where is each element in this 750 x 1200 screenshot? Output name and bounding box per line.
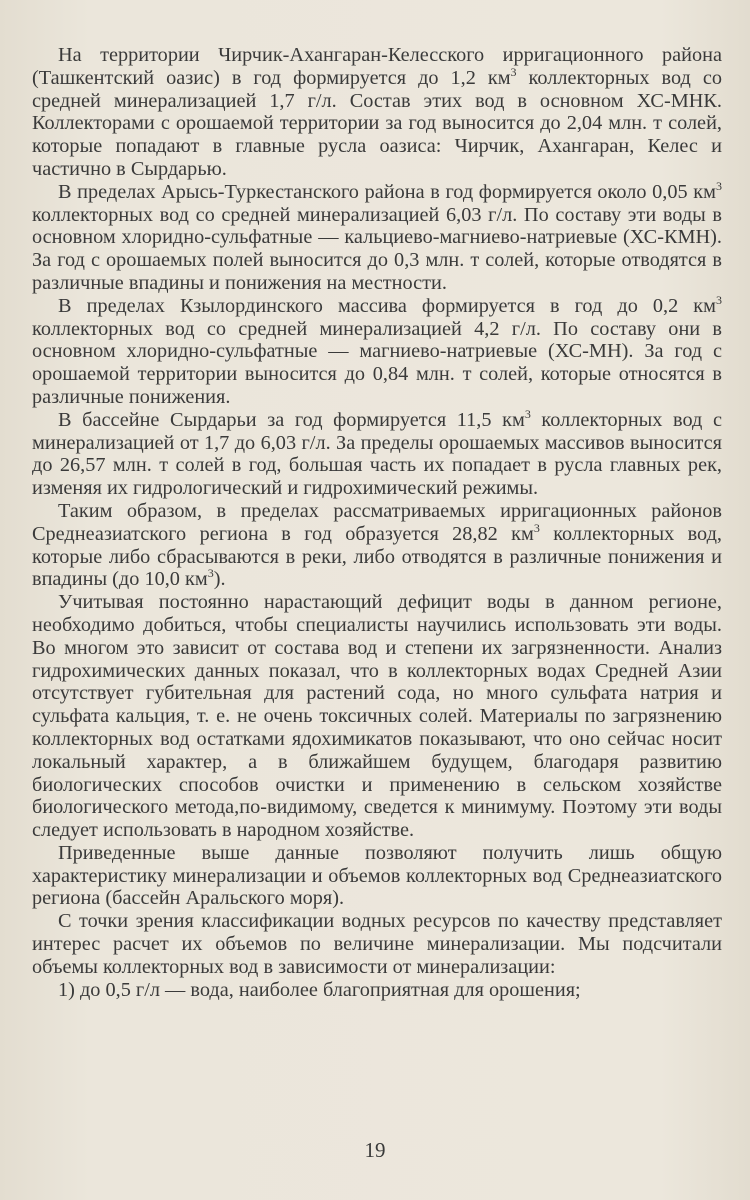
paragraph-text: Таким образом, в пределах рассматриваемых ирригационных районов Среднеазиатского региона в год образуется 28,82 км (32, 499, 722, 545)
paragraph-text: ). (213, 568, 226, 591)
paragraph-4 (32, 406, 722, 500)
paragraph-8 (32, 910, 722, 978)
superscript: 3 (207, 566, 214, 581)
paragraph-text: коллекторных вод, которые либо сбрасываются в реки, либо отводятся в различные понижения и впадины (до 10,0 км (32, 522, 722, 591)
paragraph-6 (32, 591, 722, 842)
paragraph-text: коллекторных вод со средней минерализацией 4,2 г/л. По составу они в основном хлоридно-сульфатные — магниево-натриевые (ХС-МН). За год с орошаемой территории выносится до 0,84 млн. т солей, которые относятся в различные понижения. (32, 317, 722, 408)
page-number: 19 (364, 1138, 386, 1162)
paragraph-text: коллекторных вод со средней минерализацией 6,03 г/л. По составу эти воды в основном хлоридно-сульфатные — кальциево-магниево-натриевые (ХС-КМН). За год с орошаемых полей выносится до 0,3 млн. т солей, которые отводятся в различные впадины и понижения на местности. (32, 203, 722, 294)
superscript: 3 (533, 520, 540, 535)
paragraph-text: В бассейне Сырдарьи за год формируется 11,5 км (58, 408, 525, 431)
superscript: 3 (524, 406, 531, 421)
paragraph-text: В пределах Кзылординского массива формируется в год до 0,2 км (58, 294, 716, 317)
paragraph-text: Приведенные выше данные позволяют получить лишь общую характеристику минерализации и объемов коллекторных вод Среднеазиатского региона (бассейн Аральского моря). (32, 841, 722, 910)
superscript: 3 (716, 179, 722, 194)
paragraph-text: С точки зрения классификации водных ресурсов по качеству представляет интерес расчет их объемов по величине минерализации. Мы подсчитали объемы коллекторных вод в зависимости от минерализации: (32, 910, 722, 978)
paragraph-text: коллекторных вод с минерализацией от 1,7 до 6,03 г/л. За пределы орошаемых массивов выносится до 26,57 млн. т солей в год, большая часть их попадает в русла главных рек, изменяя их гидрологический и гидрохимический режимы. (32, 408, 722, 500)
paragraph-text: На территории Чирчик-Ахангаран-Келесского ирригационного района (Ташкентский оазис) в год формируется до 1,2 км (32, 44, 722, 89)
paragraph-text: коллекторных вод со средней минерализацией 1,7 г/л. Состав этих вод в основном ХС-МНК. Коллекторами с орошаемой территории за год выносится до 2,04 млн. т солей, которые попадают в главные русла оазиса: Чирчик, Ахангаран, Келес и частично в Сырдарью. (32, 66, 722, 180)
paragraph-5 (32, 500, 722, 591)
paragraph-2 (32, 181, 722, 295)
paragraph-text: Учитывая постоянно нарастающий дефицит воды в данном регионе, необходимо добиться, чтобы специалисты научились использовать эти воды. Во многом это зависит от состава вод и степени их загрязненности. Анализ гидрохимических данных показал, что в коллекторных водах Средней Азии отсутствует губительная для растений сода, но много сульфата натрия и сульфата кальция, т. е. не очень токсичных солей. Материалы по загрязнению коллекторных вод остатками ядохимикатов показывают, что оно сейчас носит локальный характер, а в ближайшем будущем, благодаря развитию биологических способов очистки и применению в сельском хозяйстве биологического метода,по-видимому, сведется к минимуму. Поэтому эти воды следует использовать в народном хозяйстве. (32, 591, 722, 842)
paragraph-text: В пределах Арысь-Туркестанского района в год формируется около 0,05 км (58, 180, 716, 203)
superscript: 3 (716, 293, 722, 307)
paragraph-7 (32, 842, 722, 910)
superscript: 3 (510, 65, 517, 80)
list-item-1: 1) до 0,5 г/л — вода, наиболее благоприятная для орошения; (58, 978, 581, 1001)
paragraph-1 (32, 44, 722, 181)
body-text (32, 44, 722, 1001)
paragraph-3 (32, 295, 722, 409)
